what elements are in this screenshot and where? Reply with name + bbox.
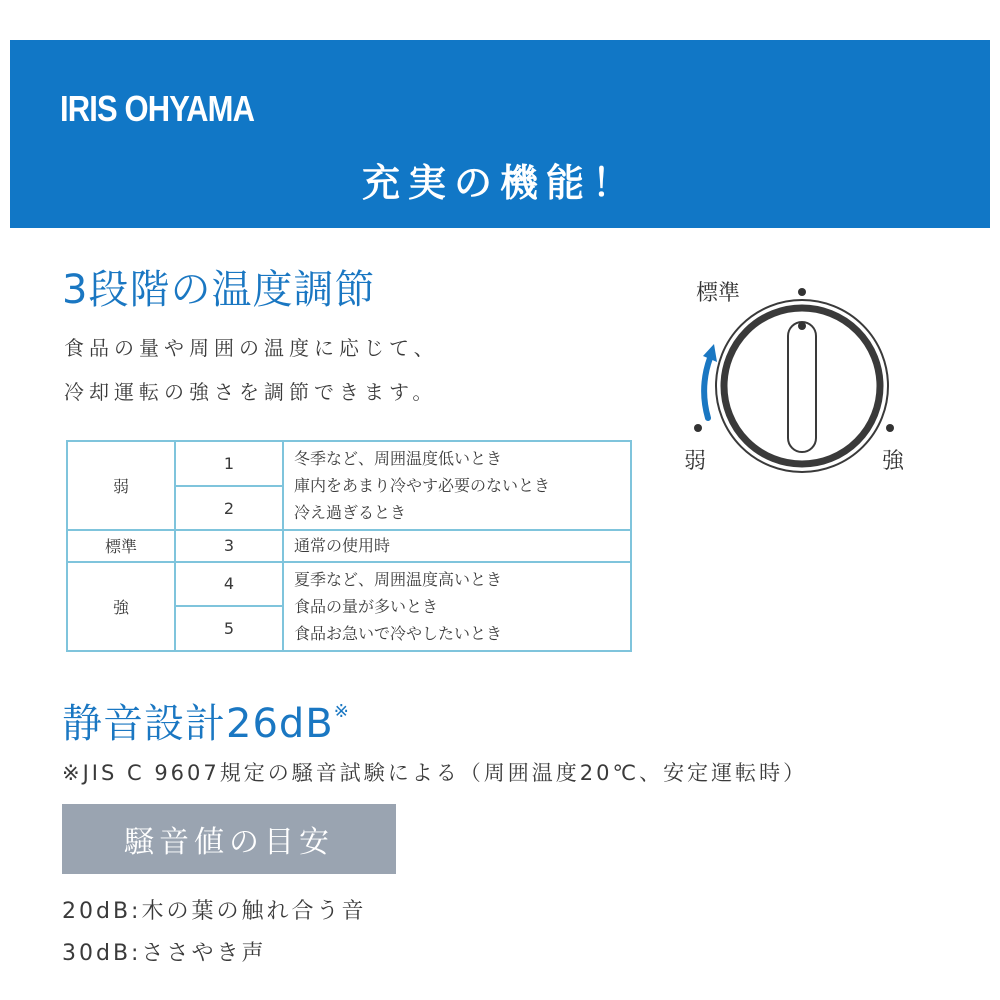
mode-notes-strong	[283, 562, 631, 651]
level-number: 3	[175, 530, 283, 561]
dial-marker-strong	[886, 424, 894, 432]
note-line: 食品お急いで冷やしたいとき	[294, 623, 503, 643]
dial-label-strong: 強	[882, 449, 905, 474]
temperature-description-line-1: 食品の量や周囲の温度に応じて、	[64, 336, 439, 360]
noise-heading	[62, 692, 350, 749]
mode-label-weak: 弱	[67, 441, 175, 530]
mode-label-standard: 標準	[67, 530, 175, 561]
mode-label-strong: 強	[67, 562, 175, 651]
noise-footnote: ※JIS C 9607規定の騒音試験による（周囲温度20℃、安定運転時）	[62, 761, 808, 785]
mode-notes-standard	[283, 530, 631, 561]
level-number: 5	[175, 606, 283, 651]
mode-notes-weak	[283, 441, 631, 530]
level-number: 2	[175, 486, 283, 531]
header-banner	[10, 40, 990, 228]
dial-label-weak: 弱	[684, 449, 707, 474]
temperature-description-line-2: 冷却運転の強さを調節できます。	[64, 380, 438, 404]
note-line: 冷え過ぎるとき	[294, 503, 407, 523]
note-line: 冬季など、周囲温度低いとき	[294, 449, 503, 469]
note-line: 庫内をあまり冷やす必要のないとき	[294, 476, 551, 496]
banner-title: 充実の機能！	[361, 161, 638, 205]
noise-guide-title: 騒音値の目安	[124, 825, 334, 860]
note-line: 通常の使用時	[294, 536, 391, 556]
noise-example-1: 20dB:木の葉の触れ合う音	[62, 899, 367, 924]
noise-heading-mark: ※	[333, 700, 350, 722]
level-number: 1	[175, 441, 283, 486]
level-number: 4	[175, 562, 283, 607]
brand-logo: IRIS OHYAMA	[60, 88, 255, 129]
dial-grip	[788, 322, 816, 452]
note-line: 夏季など、周囲温度高いとき	[294, 569, 503, 589]
dial-arrow-arc	[704, 358, 710, 418]
temperature-heading: 3段階の温度調節	[62, 267, 376, 313]
dial-label-standard: 標準	[696, 281, 741, 306]
dial-marker-weak	[694, 424, 702, 432]
noise-guide-box	[62, 804, 396, 874]
dial-pointer	[798, 322, 806, 330]
noise-heading-text: 静音設計26dB	[62, 701, 334, 747]
table-row	[67, 562, 631, 607]
noise-example-2: 30dB:ささやき声	[62, 941, 267, 966]
dial-marker-standard	[798, 288, 806, 296]
table-row	[67, 530, 631, 561]
temperature-level-table	[66, 440, 632, 652]
note-line: 食品の量が多いとき	[294, 596, 439, 616]
table-row	[67, 441, 631, 486]
temperature-dial-illustration	[670, 268, 930, 488]
